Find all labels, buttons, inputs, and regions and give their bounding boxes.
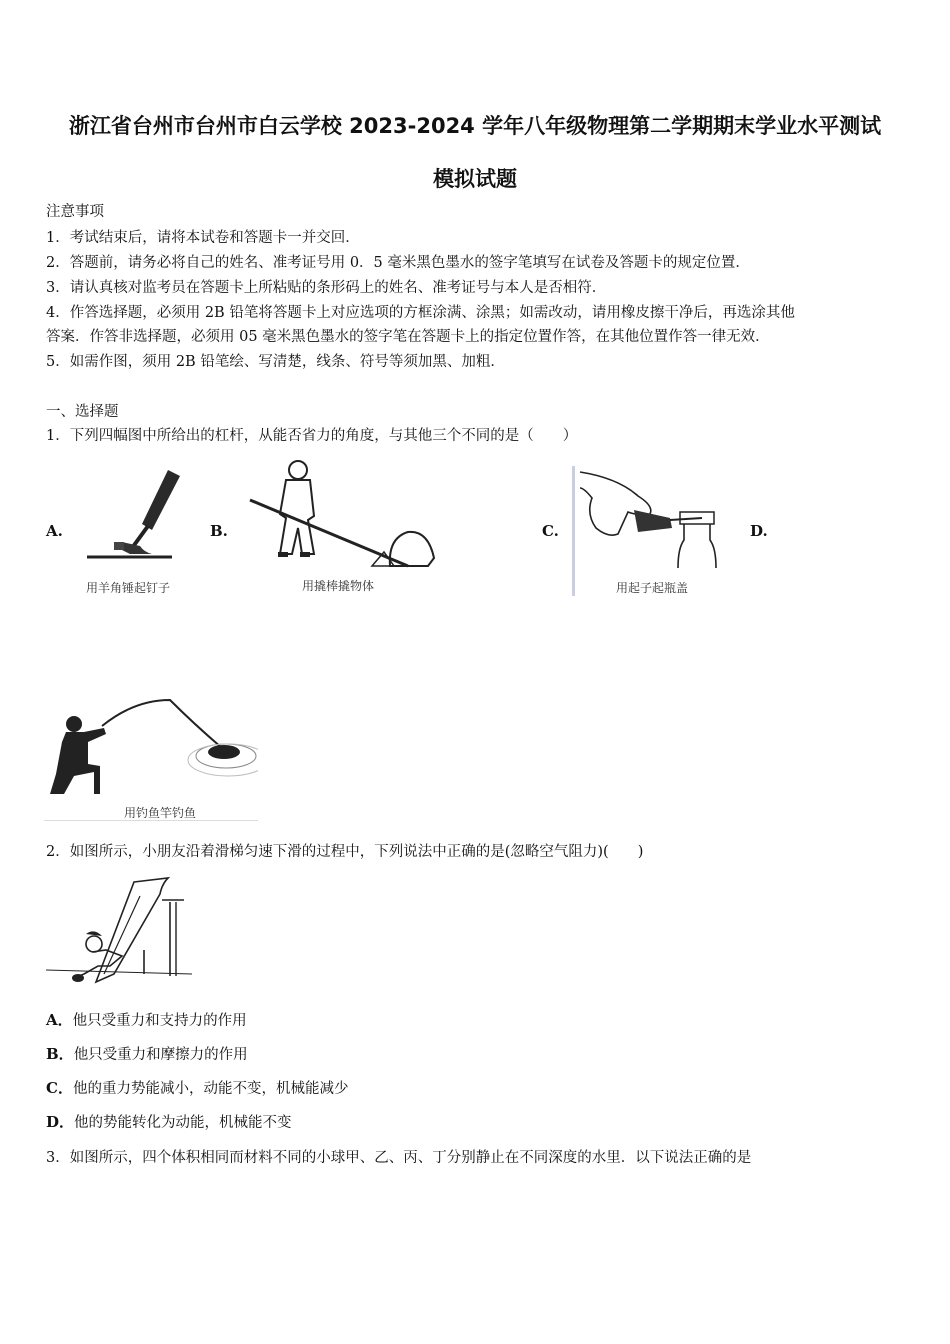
q2-option-a-text: 他只受重力和支持力的作用	[72, 1013, 247, 1029]
q1-option-c-caption: 用起子起瓶盖	[616, 581, 689, 595]
q2-option-d-label: D．	[46, 1113, 75, 1131]
figure-border	[572, 466, 575, 596]
q1-option-d-caption: 用钓鱼竿钓鱼	[124, 806, 197, 820]
q1-option-c-label[interactable]: C.	[542, 522, 559, 540]
q2-option-b-text: 他只受重力和摩擦力的作用	[73, 1047, 248, 1063]
claw-hammer-icon	[82, 462, 192, 562]
q2-option-d[interactable]	[46, 1112, 292, 1133]
q2-option-c-text: 他的重力势能减小，动能不变，机械能减少	[72, 1081, 349, 1097]
notice-item-4-cont: 答案．作答非选择题，必须用 05 毫米黑色墨水的签字笔在答题卡上的指定位置作答，在其他位置作答一律无效．	[46, 329, 770, 345]
question-3-stem: 3．如图所示，四个体积相同而材料不同的小球甲、乙、丙、丁分别静止在不同深度的水里．以下说法正确的是	[46, 1150, 752, 1166]
q2-option-a[interactable]	[46, 1010, 247, 1031]
notice-item-3: 3．请认真核对监考员在答题卡上所粘贴的条形码上的姓名、准考证号与本人是否相符．	[46, 280, 607, 296]
document-title: 浙江省台州市台州市白云学校 2023-2024 学年八年级物理第二学期期末学业水平测试	[68, 114, 882, 138]
slide-icon	[44, 874, 194, 986]
document-subtitle: 模拟试题	[433, 167, 517, 191]
notice-item-5: 5．如需作图，须用 2B 铅笔绘、写清楚，线条、符号等须加黑、加粗．	[46, 354, 505, 370]
notice-heading: 注意事项	[46, 204, 104, 220]
q2-option-c-label: C．	[46, 1079, 73, 1097]
figure-divider	[44, 820, 258, 821]
q1-option-d-label[interactable]: D.	[750, 522, 768, 540]
question-2-stem: 2．如图所示，小朋友沿着滑梯匀速下滑的过程中，下列说法中正确的是(忽略空气阻力)( )	[46, 844, 644, 860]
q2-option-b[interactable]	[46, 1044, 248, 1065]
section-heading: 一、选择题	[46, 404, 119, 420]
question-1-stem: 1．下列四幅图中所给出的杠杆，从能否省力的角度，与其他三个不同的是（ ）	[46, 428, 578, 444]
bottle-opener-icon	[578, 468, 728, 568]
crowbar-icon	[248, 458, 438, 570]
q1-option-a-caption: 用羊角锤起钉子	[86, 581, 171, 595]
notice-item-4: 4．作答选择题，必须用 2B 铅笔将答题卡上对应选项的方框涂满、涂黑；如需改动，请用橡皮擦干净后，再选涂其他	[46, 305, 795, 321]
fishing-rod-icon	[44, 694, 258, 804]
q2-option-a-label: A．	[46, 1011, 73, 1029]
notice-item-1: 1．考试结束后，请将本试卷和答题卡一并交回．	[46, 230, 360, 246]
q1-option-b-caption: 用撬棒撬物体	[302, 579, 375, 593]
q2-option-c[interactable]	[46, 1078, 348, 1099]
notice-item-2: 2．答题前，请务必将自己的姓名、准考证号用 0．5 毫米黑色墨水的签字笔填写在试卷及答题卡的规定位置．	[46, 255, 750, 271]
q2-option-d-text: 他的势能转化为动能，机械能不变	[74, 1115, 292, 1131]
q1-option-a-label[interactable]: A.	[46, 522, 63, 540]
q1-option-b-label[interactable]: B.	[210, 522, 228, 540]
q2-option-b-label: B．	[46, 1045, 74, 1063]
